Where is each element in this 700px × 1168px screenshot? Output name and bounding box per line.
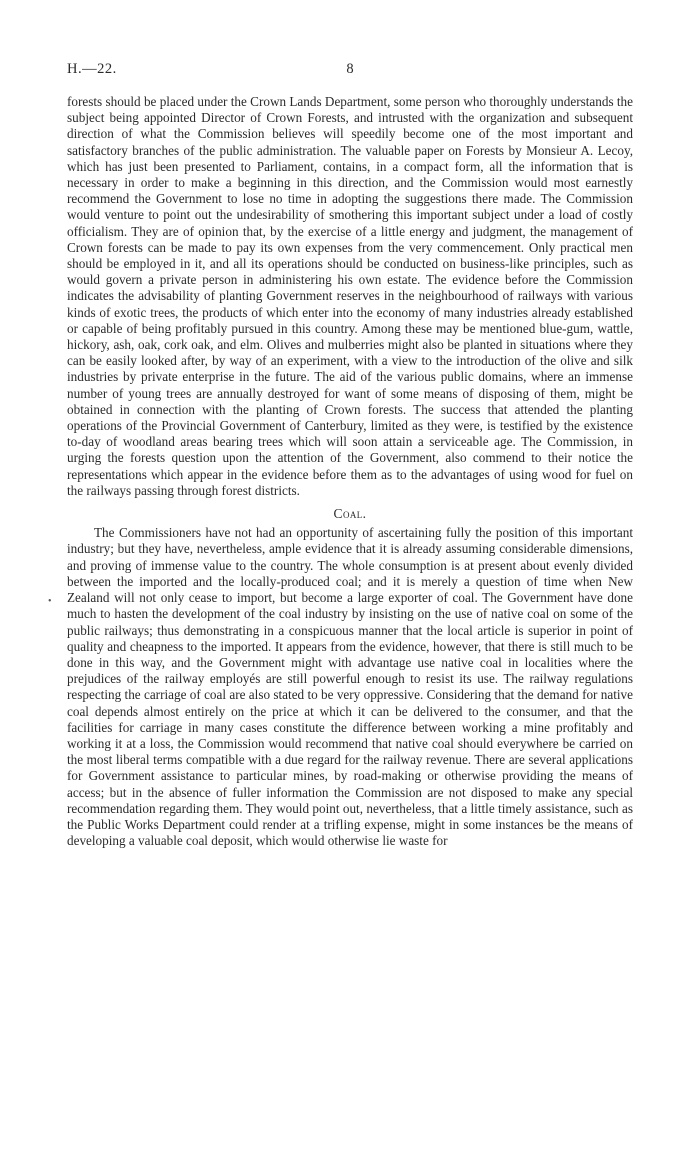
page-number: 8 [346,61,354,77]
paragraph-forests: forests should be placed under the Crown Lands Department, some person who thoroughly understands the subject being appointed Director of Crown Forests, and intrusted with the organization and subsequent direction of what the Commission believes will speedily become one of the most important and satisfactory branches of the public administration. The valuable paper on Forests by Monsieur A. Lecoy, which has just been presented to Parliament, contains, in a compact form, all the information that is necessary in order to make a beginning in this direction, and the Commission would most earnestly recommend the Government to lose no time in adopting the suggestions there made. The Commission would venture to point out the undesirability of smothering this important subject under a load of costly officialism. They are of opinion that, by the exercise of a little energy and judgment, the management of Crown forests can be made to pay its own expenses from the very commencement. Only practical men should be employed in it, and all its operations should be conducted on business-like principles, such as would govern a private person in administering his own estate. The evidence before the Commission indicates the advisability of planting Government reserves in the neighbourhood of railways with various kinds of exotic trees, the products of which enter into the economy of many industries already established or capable of being profitably pursued in this country. Among these may be mentioned blue-gum, wattle, hickory, ash, oak, cork oak, and elm. Olives and mulberries might also be planted in situations where they can be easily looked after, by way of an experiment, with a view to the introduction of the olive and silk industries by private enterprise in the future. The aid of the various public domains, where an immense number of young trees are annually destroyed for want of some means of disposing of them, might be obtained in connection with the planting of Crown forests. The success that attended the planting operations of the Provincial Government of Canterbury, limited as they were, is testified by the existence to-day of woodland areas bearing trees which will soon attain a serviceable age. The Commission, in urging the forests question upon the attention of the Government, also commend to their notice the representations which appear in the evidence before them as to the advantages of using wood for fuel on the railways passing through forest districts. [67,94,633,498]
section-heading-coal: Coal. [333,506,367,522]
page-header [67,61,633,83]
paragraph-coal: The Commissioners have not had an opportunity of ascertaining fully the position of this important industry; but they have, nevertheless, ample evidence that it is already assuming considerable dimensions, and proving of immense value to the country. The whole consumption is at present about evenly divided between the imported and the locally-produced coal; and it is merely a question of time when New Zealand will not only cease to import, but become a large exporter of coal. The Government have done much to hasten the development of the coal industry by insisting on the use of native coal on some of the public railways; thus demonstrating in a conspicuous manner that the local article is superior in point of quality and cheapness to the imported. It appears from the evidence, however, that there is still much to be done in this way, and the Government might with advantage use native coal in localities where the prejudices of the railway employés are still powerful enough to resist its use. The railway regulations respecting the carriage of coal are also stated to be very oppressive. Considering that the demand for native coal depends almost entirely on the price at which it can be delivered to the consumer, and that the facilities for carriage in many cases constitute the difference between working a mine profitably and working it at a loss, the Commission would recommend that native coal should everywhere be carried on the most liberal terms compatible with a due regard for the railway revenue. There are several applications for Government assistance to particular mines, by road-making or otherwise providing the means of access; but in the absence of fuller information the Commission are not disposed to make any special recommendation regarding them. They would point out, nevertheless, that a little timely assistance, such as the Public Works Department could render at a trifling expense, might in some instances be the means of developing a valuable coal deposit, which would otherwise lie waste for [67,525,633,849]
margin-dot: • [48,596,52,607]
body-text [67,94,633,849]
document-reference: H.—22. [67,61,117,77]
